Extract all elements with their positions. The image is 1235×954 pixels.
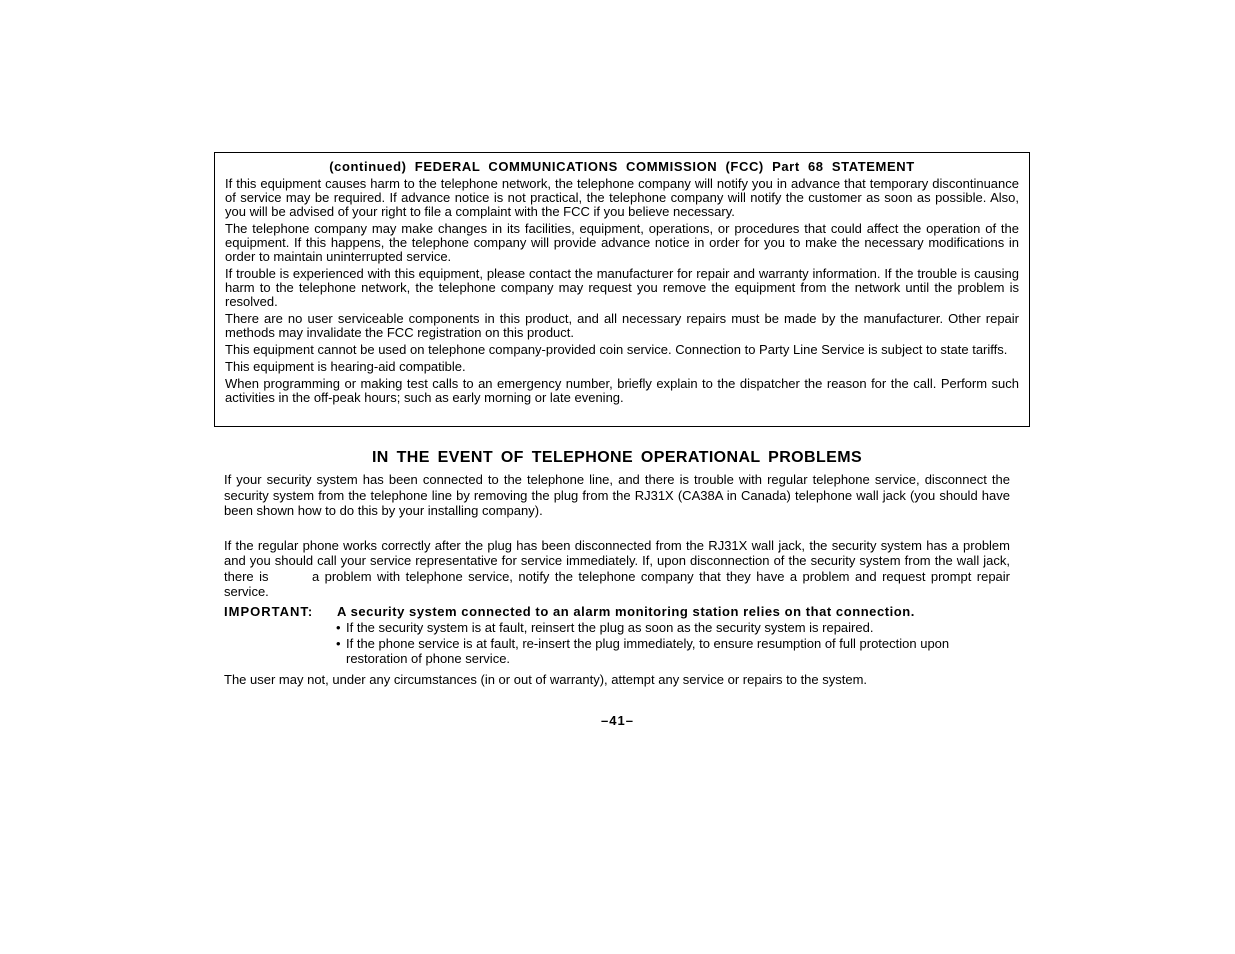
- list-item: [336, 636, 1010, 667]
- fcc-paragraph-emergency-testing: When programming or making test calls to an emergency number, briefly explain to the dispatcher the reason for the call. Perform such activities in the off-peak hours; such as early morning or late evening.: [225, 376, 1019, 405]
- fcc-statement-box: [214, 152, 1030, 427]
- fcc-paragraph-hearing-aid: This equipment is hearing-aid compatible.: [225, 359, 466, 374]
- bullet-mark: •: [336, 635, 341, 651]
- section-heading: IN THE EVENT OF TELEPHONE OPERATIONAL PROBLEMS: [371, 449, 863, 466]
- fcc-paragraph-coin-service: This equipment cannot be used on telephone company-provided coin service. Connection to Party Line Service is subject to state tariffs.: [225, 342, 1008, 357]
- fcc-statement-title: (continued) FEDERAL COMMUNICATIONS COMMISSION (FCC) Part 68 STATEMENT: [329, 159, 915, 174]
- list-item: [336, 620, 1010, 636]
- telephone-problems-section: [224, 448, 1014, 700]
- important-bullet-list: [336, 620, 1010, 667]
- important-notice: [224, 604, 1010, 620]
- diagnosis-paragraph: If the regular phone works correctly after the plug has been disconnected from the RJ31X wall jack, the security system has a problem and you should call your service representative for service immediately. If, upon disconnection of the security system from the wall jack, there is a problem with telephone service, notify the telephone company that they have a problem and request prompt repair service.: [224, 537, 1014, 599]
- bullet-text: If the security system is at fault, reinsert the plug as soon as the security system is repaired.: [346, 620, 874, 635]
- page-number: –41–: [601, 713, 634, 728]
- fcc-paragraph-no-serviceable-parts: There are no user serviceable components in this product, and all necessary repairs must be made by the manufacturer. Other repair methods may invalidate the FCC registration on this product.: [225, 311, 1019, 340]
- fcc-paragraph-harm-notice: If this equipment causes harm to the telephone network, the telephone company will notify you in advance that temporary discontinuance of service may be required. If advance notice is not practical, the telephone company will notify the customer as soon as possible. Also, you will be advised of your right to file a complaint with the FCC if you believe necessary.: [225, 176, 1019, 219]
- important-label: IMPORTANT:: [224, 603, 314, 619]
- fcc-paragraph-trouble: If trouble is experienced with this equipment, please contact the manufacturer for repair and warranty information. If the trouble is causing harm to the telephone network, the telephone company may request you remove the equipment from the network until the problem is resolved.: [225, 266, 1019, 309]
- disconnect-paragraph: If your security system has been connected to the telephone line, and there is trouble with regular telephone service, disconnect the security system from the telephone line by removing the plug from the RJ31X (CA38A in Canada) telephone wall jack (you should have been shown how to do this by your installing company).: [224, 472, 1010, 518]
- important-text: A security system connected to an alarm monitoring station relies on that connection.: [337, 603, 915, 619]
- bullet-mark: •: [336, 620, 341, 635]
- warranty-paragraph: The user may not, under any circumstances (in or out of warranty), attempt any service or repairs to the system.: [224, 671, 868, 687]
- fcc-paragraph-facility-changes: The telephone company may make changes in its facilities, equipment, operations, or procedures that could affect the operation of the equipment. If this happens, the telephone company will provide advance notice in order for you to make the necessary modifications in order to maintain uninterrupted service.: [225, 221, 1019, 264]
- bullet-text: If the phone service is at fault, re-insert the plug immediately, to ensure resumption of full protection upon restoration of phone service.: [346, 635, 950, 666]
